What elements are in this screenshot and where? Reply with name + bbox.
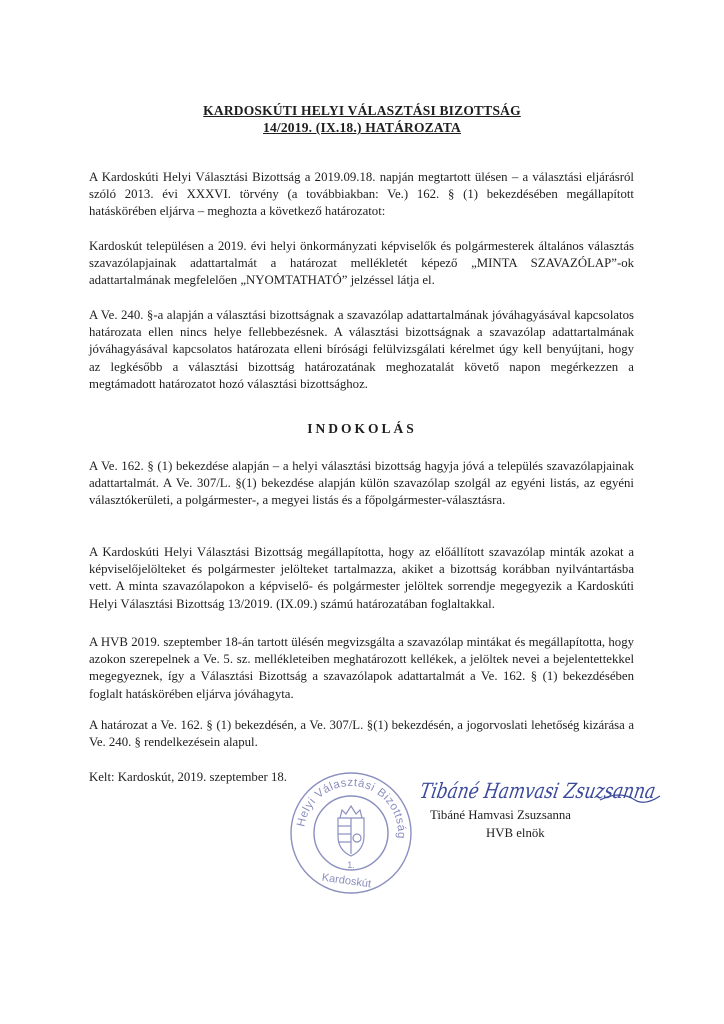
stamp-place: Kardoskút: [321, 871, 372, 891]
stamp-ring-text: Helyi Választási Bizottság: [295, 776, 408, 840]
legal-basis-paragraph: A határozat a Ve. 162. § (1) bekezdésén, a Ve. 307/L. §(1) bekezdésén, a jogorvoslati lehetőség kizárása a Ve. 240. § rendelkezésein alapul.: [89, 718, 634, 750]
intro-paragraph: A Kardoskúti Helyi Választási Bizottság a 2019.09.18. napján megtartott ülésen – a választási eljárásról szóló 2013. évi XXXVI. törvény (a továbbiakban: Ve.) 162. § (1) bekezdésében megállapított hatáskörében eljárva – meghozta a következő határozatot:: [89, 170, 634, 219]
document-title: KARDOSKÚTI HELYI VÁLASZTÁSI BIZOTTSÁG: [203, 103, 521, 118]
date-line: Kelt: Kardoskút, 2019. szeptember 18.: [89, 770, 287, 784]
appeal-paragraph: A Ve. 240. §-a alapján a választási bizottságnak a szavazólap adattartalmának jóváhagyásával kapcsolatos határozata ellen nincs helye fellebbezésnek. A választási bizottságnak a szavazólap adattartalmának jóváhagyásával kapcsolatos határozata elleni bírósági felülvizsgálati kérelmet úgy kell benyújtani, hogy az legkésőbb a választási bizottság határozatának meghozatalát követő napon megérkezzen a megtámadott határozatot hozó választási bizottsághoz.: [89, 308, 634, 391]
decision-paragraph: Kardoskút településen a 2019. évi helyi önkormányzati képviselők és polgármesterek általános választás szavazólapjainak adattartalmát a határozat mellékletét képező „MINTA SZAVAZÓLAP”-ok adattartalmának megfelelően „NYOMTATHATÓ” jelzéssel látja el.: [89, 239, 634, 288]
coat-of-arms-icon: [338, 806, 364, 856]
reasoning-paragraph-3: A HVB 2019. szeptember 18-án tartott ülésén megvizsgálta a szavazólap mintákat és megállapította, hogy azokon szerepelnek a Ve. 5. sz. mellékleteiben meghatározott kellékek, a jelöltek nevei a bejelentettekkel megegyeznek, így a Választási Bizottság a szavazólapok adattartalmát a Ve. 162. § (1) bekezdésében foglalt hatáskörében eljárva jóváhagyta.: [89, 635, 634, 701]
reasoning-heading: INDOKOLÁS: [307, 421, 417, 436]
resolution-number: 14/2019. (IX.18.) HATÁROZATA: [263, 120, 461, 135]
reasoning-paragraph-2: A Kardoskúti Helyi Választási Bizottság megállapította, hogy az előállított szavazólap minták azokat a képviselőjelölteket és polgármester jelölteket tartalmazza, akiket a bizottság korábban nyilvántartásba vett. A minta szavazólapokon a képviselő- és polgármester jelöltek sorrendje megegyezik a Kardoskúti Helyi Választási Bizottság 13/2019. (IX.09.) számú határozatában foglaltakkal.: [89, 545, 634, 611]
signature-text: Tibáné Hamvasi Zsuzsanna: [418, 778, 714, 803]
signer-name: Tibáné Hamvasi Zsuzsanna: [430, 808, 571, 822]
handwritten-signature: [418, 770, 714, 810]
signer-role: HVB elnök: [486, 826, 545, 840]
reasoning-paragraph-1: A Ve. 162. § (1) bekezdése alapján – a helyi választási bizottság hagyja jóvá a település szavazólapjainak adattartalmát. A Ve. 307/L. §(1) bekezdése alapján külön szavazólap szolgál az egyéni listás, az egyéni választókerületi, a polgármester-, a megyei listás és a főpolgármester-választásra.: [89, 459, 634, 508]
official-stamp: [286, 768, 416, 898]
stamp-number: 1.: [347, 860, 355, 870]
